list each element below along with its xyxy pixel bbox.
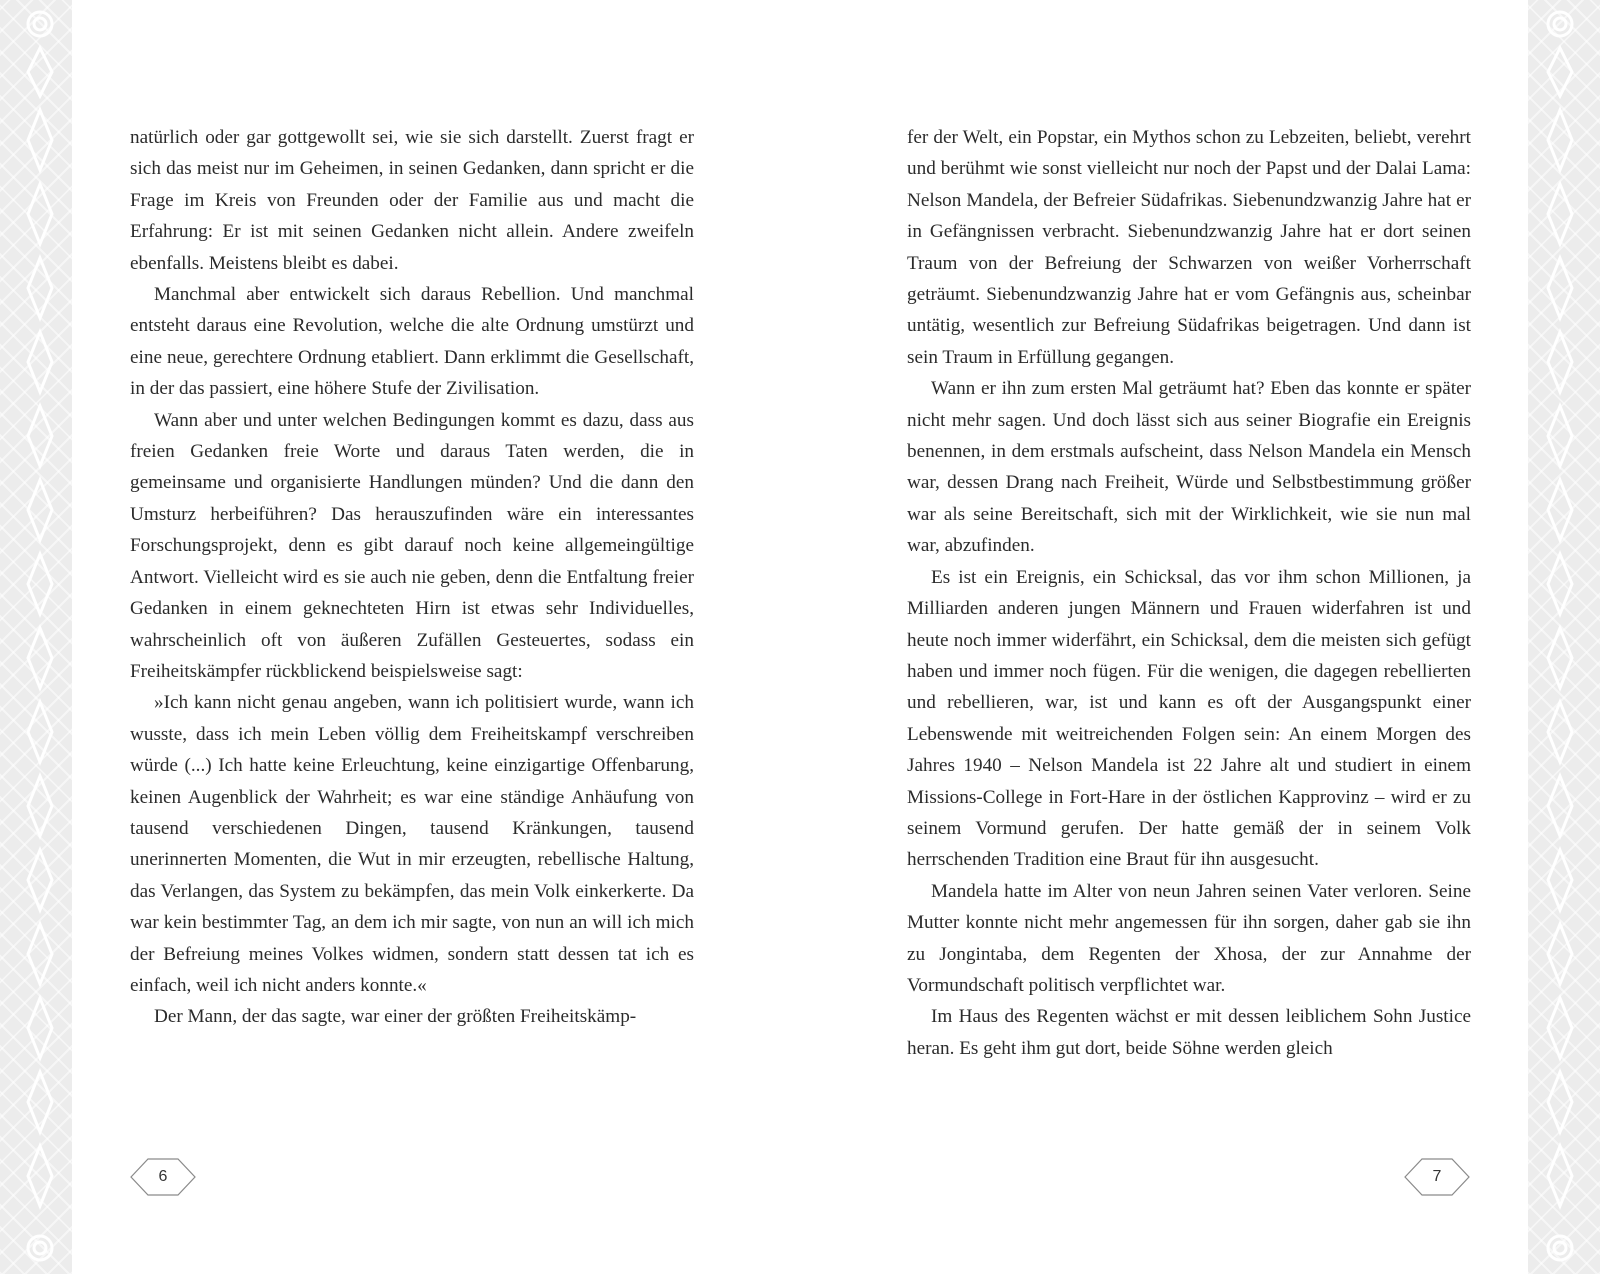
right-page-text: [907, 122, 1471, 1064]
right-decorative-border: [1528, 0, 1600, 1274]
paragraph: Es ist ein Ereignis, ein Schicksal, das vor ihm schon Millionen, ja Milliarden anderen jungen Männern und Frauen widerfahren ist und heute noch immer widerfährt, ein Schicksal, dem die meisten sich gefügt haben und immer noch fügen. Für die wenigen, die dagegen rebellierten und rebellieren, war, ist und kann es oft der Ausgangspunkt einer Lebenswende mit weitreichenden Folgen sein: An einem Morgen des Jahres 1940 – Nelson Mandela ist 22 Jahre alt und studiert in einem Missions-College in Fort-Hare in der östlichen Kapprovinz – wird er zu seinem Vormund gerufen. Der hatte gemäß der in seinem Volk herrschenden Tradition eine Braut für ihn ausgesucht.: [907, 566, 1471, 871]
left-decorative-border: [0, 0, 72, 1274]
page-number-left: [130, 1158, 196, 1196]
paragraph: natürlich oder gar gottgewollt sei, wie sie sich darstellt. Zuerst fragt er sich das meist nur im Geheimen, in seinen Gedanken, dann spricht er die Frage im Kreis von Freunden oder der Familie aus und macht die Erfahrung: Er ist mit seinen Gedanken nicht allein. Andere zweifeln ebenfalls. Meistens bleibt es dabei.: [130, 127, 694, 274]
page-number-label: 6: [158, 1168, 168, 1185]
left-page-text: [130, 122, 694, 1033]
paragraph: fer der Welt, ein Popstar, ein Mythos schon zu Lebzeiten, beliebt, verehrt und berühmt wie sonst vielleicht nur noch der Papst und der Dalai Lama: Nelson Mandela, der Befreier Südafrikas. Siebenundzwanzig Jahre hat er in Gefängnissen verbracht. Siebenundzwanzig Jahre hat er dort seinen Traum von der Befreiung der Schwarzen von weißer Vorherrschaft geträumt. Siebenundzwanzig Jahre hat er vom Gefängnis aus, scheinbar untätig, wesentlich zur Befreiung Südafrikas beigetragen. Und dann ist sein Traum in Erfüllung gegangen.: [907, 127, 1471, 368]
right-border-ornament: [1528, 0, 1600, 1274]
paragraph: Im Haus des Regenten wächst er mit dessen leiblichem Sohn Justice heran. Es geht ihm gut dort, beide Söhne werden gleich: [907, 1006, 1471, 1059]
quote-paragraph: »Ich kann nicht genau angeben, wann ich politisiert wurde, wann ich wusste, dass ich mein Leben völlig dem Freiheitskampf verschreiben würde (...) Ich hatte keine Erleuchtung, keine einzigartige Offenbarung, keinen Augenblick der Wahrheit; es war eine ständige Anhäufung von tausend verschiedenen Dingen, tausend Kränkungen, tausend unerinnerten Momenten, die Wut in mir erzeugten, rebellische Haltung, das Verlangen, das System zu bekämpfen, das mein Volk einkerkerte. Da war kein bestimmter Tag, an dem ich mir sagte, von nun an will ich mich der Befreiung meines Volkes widmen, sondern statt dessen tat ich es einfach, weil ich nicht anders konnte.«: [130, 692, 694, 996]
paragraph: Manchmal aber entwickelt sich daraus Rebellion. Und manchmal entsteht daraus eine Revolution, welche die alte Ordnung umstürzt und eine neue, gerechtere Ordnung etabliert. Dann erklimmt die Gesellschaft, in der das passiert, eine höhere Stufe der Zivilisation.: [130, 284, 694, 400]
paragraph: Der Mann, der das sagte, war einer der größten Freiheitskämp-: [154, 1006, 637, 1028]
left-border-ornament: [0, 0, 72, 1274]
page-number-label: 7: [1432, 1168, 1442, 1185]
paragraph: Wann aber und unter welchen Bedingungen kommt es dazu, dass aus freien Gedanken freie Worte und daraus Taten werden, die in gemeinsame und organisierte Handlungen münden? Und die dann den Umsturz herbeiführen? Das herauszufinden wäre ein interessantes Forschungsprojekt, denn es gibt darauf noch keine allgemeingültige Antwort. Vielleicht wird es sie auch nie geben, denn die Entfaltung freier Gedanken in einem geknechteten Hirn ist etwas sehr Individuelles, wahrscheinlich oft von äußeren Zufällen Gesteuertes, sodass ein Freiheitskämpfer rückblickend beispielsweise sagt:: [130, 409, 694, 682]
paragraph: Wann er ihn zum ersten Mal geträumt hat? Eben das konnte er später nicht mehr sagen. Und doch lässt sich aus seiner Biografie ein Ereignis benennen, in dem erstmals aufscheint, dass Nelson Mandela ein Mensch war, dessen Drang nach Freiheit, Würde und Selbstbestimmung größer war als seine Bereitschaft, sich mit der Wirklichkeit, wie sie nun mal war, abzufinden.: [907, 378, 1471, 557]
paragraph: Mandela hatte im Alter von neun Jahren seinen Vater verloren. Seine Mutter konnte nicht mehr angemessen für ihn sorgen, daher gab sie ihn zu Jongintaba, dem Regenten der Xhosa, der zur Annahme der Vormundschaft politisch verpflichtet war.: [907, 880, 1471, 996]
page-number-right: [1404, 1158, 1470, 1196]
